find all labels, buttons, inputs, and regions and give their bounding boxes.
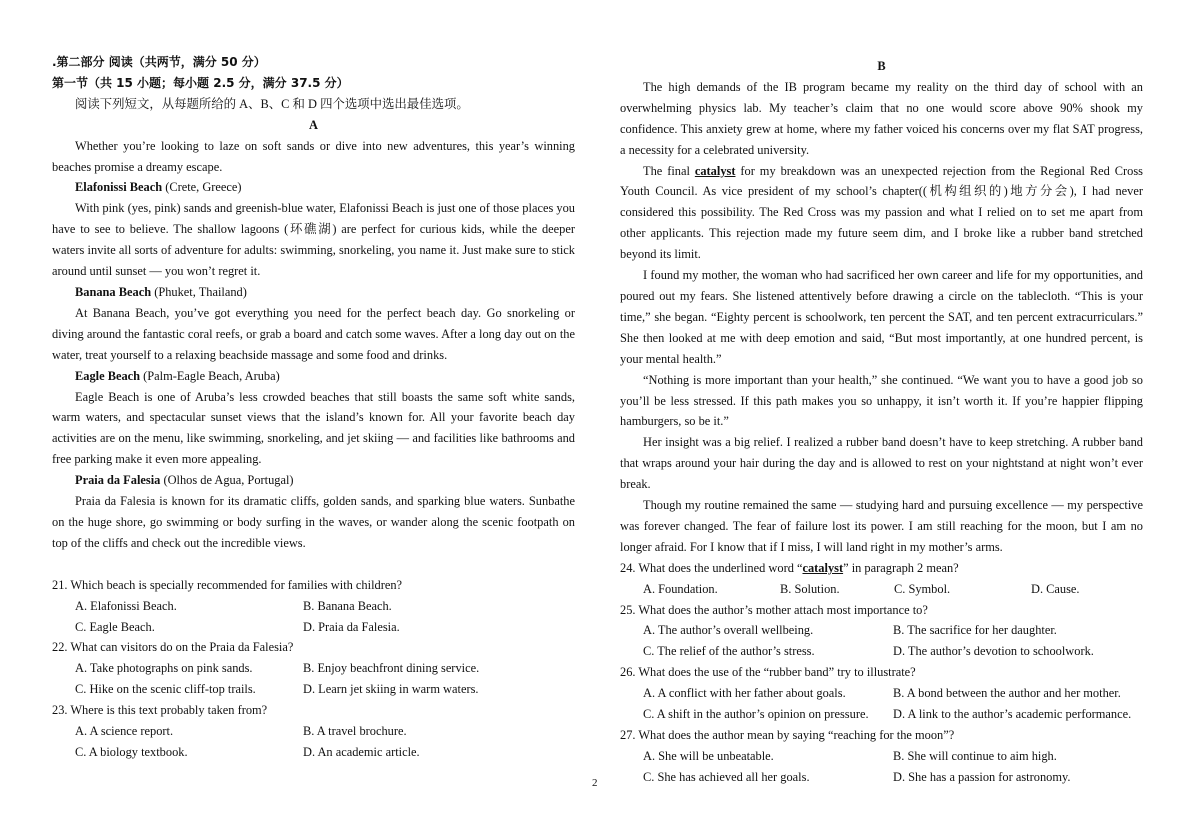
option-b[interactable]: B. The sacrifice for her daughter. [893, 623, 1057, 638]
question-text: 26. What does the use of the “rubber band” try to illustrate? [620, 665, 916, 680]
question-text: 22. What can visitors do on the Praia da Falesia? [52, 640, 294, 655]
passage-a-intro: Whether you’re looking to laze on soft sands or dive into new adventures, this year’s winning beaches promise a dreamy escape. [52, 138, 575, 174]
beach-text: Praia da Falesia is known for its dramatic cliffs, golden sands, and sparking blue waters. Sunbathe on the huge shore, go swimming or body surfing in the waves, or wander along the scenic footpath on top of the cliffs and check out the incredible views. [52, 494, 575, 550]
question-25 [620, 600, 1143, 663]
question-23 [52, 700, 575, 763]
beach-place: (Palm-Eagle Beach, Aruba) [140, 368, 280, 383]
beach-text: With pink (yes, pink) sands and greenish-blue water, Elafonissi Beach is just one of those places you have to see to believe. The shallow lagoons (环礁湖) are perfect for curious kids, while the deeper waters invite all sorts of adventure for adults: swimming, snorkeling, you name it. Just make sure to stick around until sunset — you won’t regret it. [52, 201, 575, 279]
option-b[interactable]: B. She will continue to aim high. [893, 748, 1057, 763]
passage-a-letter: A [309, 117, 318, 132]
question-27 [620, 725, 1143, 788]
option-c[interactable]: C. Hike on the scenic cliff-top trails. [75, 682, 256, 697]
paragraph-text: The final [643, 163, 695, 178]
question-26 [620, 662, 1143, 725]
subsection-header: 第一节（共 15 小题；每小题 2.5 分，满分 37.5 分） [52, 75, 349, 90]
question-text-part: 24. What does the underlined word “ [620, 560, 803, 575]
beach-place: (Crete, Greece) [162, 180, 242, 195]
passage-b-paragraph-1: The high demands of the IB program became my reality on the third day of school with an overwhelming physics lab. My teacher’s claim that no one would score above 90% shook my confidence. This anxiety grew at home, where my father voiced his concerns over my flat SAT progress, a necessity for a celebrated university. [620, 79, 1143, 157]
passage-b-letter: B [877, 59, 886, 73]
option-a[interactable]: A. A conflict with her father about goals. [643, 686, 846, 701]
option-d[interactable]: D. A link to the author’s academic performance. [893, 707, 1132, 722]
beach-name: Banana Beach [75, 284, 152, 299]
option-d[interactable]: D. Learn jet skiing in warm waters. [303, 682, 479, 697]
option-a[interactable]: A. Foundation. [643, 581, 718, 596]
option-a[interactable]: A. Elafonissi Beach. [75, 598, 177, 613]
option-b[interactable]: B. Enjoy beachfront dining service. [303, 661, 480, 676]
beach-heading [52, 177, 575, 198]
section-header: .第二部分 阅读（共两节，满分 50 分） [52, 55, 266, 69]
question-22 [52, 637, 575, 700]
passage-b-paragraph-3: I found my mother, the woman who had sacrificed her own career and life for my opportunities, and poured out my fears. She listened attentively before drawing a circle on the tablecloth. “This is your time,” she began. “Eighty percent is schoolwork, ten percent the SAT, and ten percent extracurriculars.” She then looked at me with deep emotion and said, “But most importantly, at one hundred percent, is your mental health.” [620, 268, 1143, 366]
option-b[interactable]: B. A travel brochure. [303, 724, 407, 739]
beach-heading [52, 282, 575, 303]
option-c[interactable]: C. A biology textbook. [75, 745, 188, 759]
option-c[interactable]: C. The relief of the author’s stress. [643, 644, 815, 659]
option-a[interactable]: A. She will be unbeatable. [643, 748, 774, 763]
option-b[interactable]: B. A bond between the author and her mother. [893, 686, 1121, 701]
option-d[interactable]: D. Praia da Falesia. [303, 619, 400, 634]
question-text: 25. What does the author’s mother attach most importance to? [620, 602, 928, 617]
question-text-part: ” in paragraph 2 mean? [843, 560, 959, 575]
passage-b-paragraph-5: Her insight was a big relief. I realized a rubber band doesn’t have to keep stretching. A rubber band that wraps around your hair during the day and is allowed to rest on your nightstand at night won’t ever break. [620, 435, 1143, 492]
option-b[interactable]: B. Solution. [780, 581, 840, 596]
option-a[interactable]: A. A science report. [75, 724, 174, 739]
question-21 [52, 575, 575, 638]
passage-b-paragraph-6: Though my routine remained the same — studying hard and pursuing excellence — my perspective was forever changed. The fear of failure lost its power. I am still reaching for the moon, but I am no longer afraid. For I know that if I miss, I will land right in my mother’s arms. [620, 498, 1143, 554]
option-d[interactable]: D. An academic article. [303, 745, 420, 759]
option-a[interactable]: A. The author’s overall wellbeing. [643, 623, 814, 638]
paragraph-text: for my breakdown was an unexpected rejection from the Regional Red Cross Youth Council. As vice president of my school’s chapter((机构组织的)地方分会), I had never considered this possibility. The Red Cross was my passion and what I relied on to set me apart from other applicants. This rejection made my future seem dim, and I broke like a rubber band stretched beyond its limit. [620, 163, 1143, 262]
question-24 [620, 558, 1143, 600]
option-a[interactable]: A. Take photographs on pink sands. [75, 661, 253, 676]
question-text [620, 558, 1143, 579]
beach-name: Praia da Falesia [75, 473, 161, 488]
passage-b-paragraph-4: “Nothing is more important than your health,” she continued. “We want you to have a good job so you’ll be less stressed. If this path makes you so unhappy, it isn’t worth it. If you’re happier flipping hamburgers, so be it.” [620, 372, 1143, 429]
beach-heading [52, 366, 575, 387]
beach-text: Eagle Beach is one of Aruba’s less crowded beaches that still boasts the same soft white sands, warm waters, and spectacular sunset views that the island’s known for. All your favorite beach day activities are on the menu, like swimming, snorkeling, and jet skiing — and facilities like bathrooms and free parking make it even more appealing. [52, 389, 575, 467]
beach-name: Elafonissi Beach [75, 180, 163, 195]
beach-place: (Olhos de Agua, Portugal) [160, 473, 294, 488]
option-c[interactable]: C. A shift in the author’s opinion on pressure. [643, 707, 869, 722]
beach-text: At Banana Beach, you’ve got everything you need for the perfect beach day. Go snorkeling or diving around the fantastic coral reefs, or grab a board and catch some waves. After a long day out on the water, treat yourself to a relaxing beachside massage and some food and drinks. [52, 305, 575, 362]
beach-heading [52, 470, 575, 491]
option-d[interactable]: D. Cause. [1031, 581, 1080, 596]
option-c[interactable]: C. Eagle Beach. [75, 619, 155, 634]
option-d[interactable]: D. She has a passion for astronomy. [893, 769, 1071, 784]
beach-place: (Phuket, Thailand) [151, 284, 247, 299]
page-number: 2 [592, 777, 598, 789]
underlined-word: catalyst [802, 560, 844, 575]
option-d[interactable]: D. The author’s devotion to schoolwork. [893, 644, 1094, 659]
option-b[interactable]: B. Banana Beach. [303, 598, 392, 613]
left-column [52, 52, 575, 763]
beach-name: Eagle Beach [75, 368, 141, 383]
instruction: 阅读下列短文，从每题所给的 A、B、C 和 D 四个选项中选出最佳选项。 [75, 96, 469, 111]
question-text: 21. Which beach is specially recommended for families with children? [52, 577, 403, 592]
passage-b-paragraph-2 [620, 161, 1143, 266]
question-text: 27. What does the author mean by saying “reaching for the moon”? [620, 728, 955, 742]
underlined-word: catalyst [694, 163, 736, 178]
option-c[interactable]: C. Symbol. [894, 581, 951, 596]
option-c[interactable]: C. She has achieved all her goals. [643, 769, 810, 784]
question-text: 23. Where is this text probably taken from? [52, 703, 268, 718]
right-column [620, 56, 1143, 788]
